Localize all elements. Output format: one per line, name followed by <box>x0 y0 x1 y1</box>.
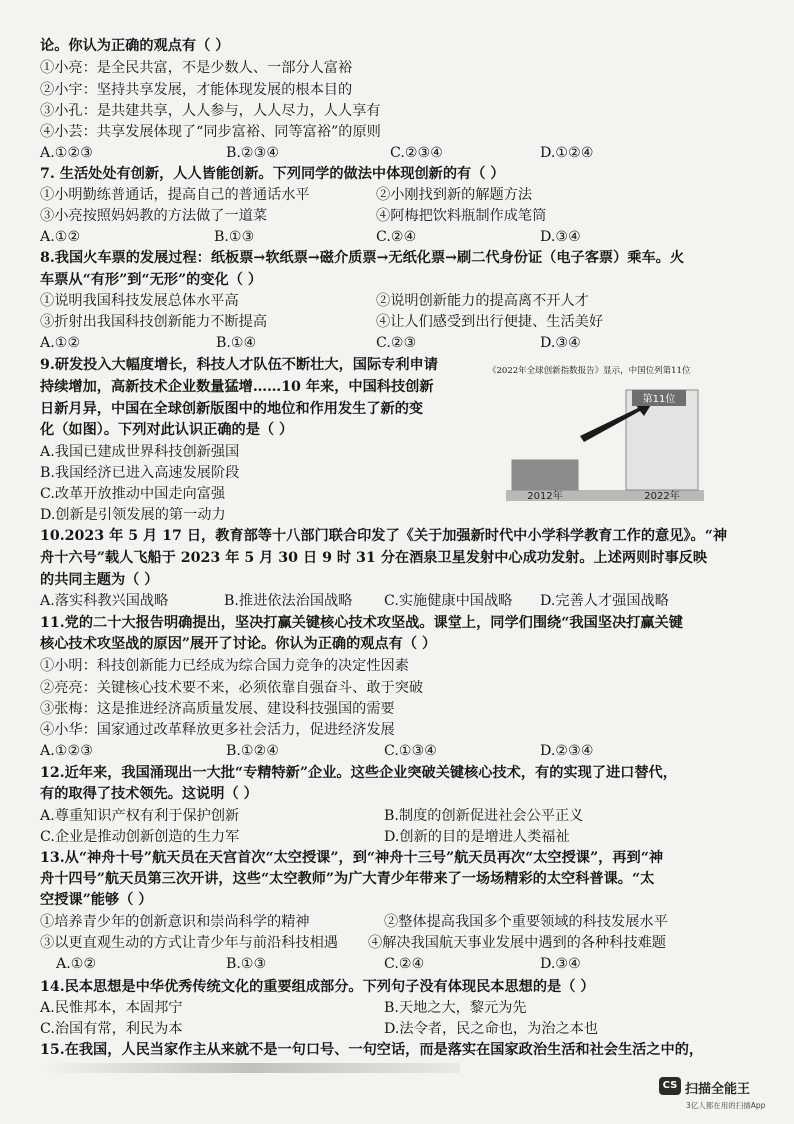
scanner-logo-icon: CS <box>659 1077 681 1095</box>
text-line: A.我国已建成世界科技创新强国 <box>40 444 240 460</box>
chart-category-label: 2012年 <box>527 491 563 502</box>
option-item: ①培养青少年的创新意识和崇尚科学的精神 <box>40 914 310 930</box>
text-line: ①小亮：是全民共富，不是少数人、一部分人富裕 <box>40 60 353 76</box>
text-line: 14.民本思想是中华优秀传统文化的重要组成部分。下列句子没有体现民本思想的是（ ） <box>40 979 595 995</box>
option-item: C.①③④ <box>384 743 438 759</box>
option-item: C.②③④ <box>390 145 444 161</box>
text-line: B.我国经济已进入高速发展阶段 <box>40 465 240 481</box>
text-line: 核心技术攻坚战的原因”展开了讨论。你认为正确的观点有（ ） <box>40 636 437 652</box>
text-line: 10.2023 年 5 月 17 日，教育部等十八部门联合印发了《关于加强新时代中小学科学教育工作的意见》。“神 <box>40 528 728 544</box>
text-line: 日新月异，中国在全球创新版图中的地位和作用发生了新的变 <box>40 401 424 417</box>
option-item: D.②③④ <box>540 743 594 759</box>
option-item: A.①② <box>40 229 81 245</box>
option-item: C.②④ <box>376 229 417 245</box>
text-line: 车票从“有形”到“无形”的变化（ ） <box>40 272 263 288</box>
text-line: 化（如图）。下列对此认识正确的是（ ） <box>40 422 294 438</box>
chart-svg <box>488 364 716 504</box>
option-item: C.实施健康中国战略 <box>384 593 513 609</box>
option-item: D.①②④ <box>540 145 594 161</box>
text-line: 舟十六号”载人飞船于 2023 年 5 月 30 日 9 时 31 分在酒泉卫星发射中心成功发射。上述两则时事反映 <box>40 550 708 566</box>
option-item: C.②④ <box>384 956 425 972</box>
option-item: A.民惟邦本，本固邦宁 <box>40 1000 183 1016</box>
option-item: B.②③④ <box>226 145 280 161</box>
option-item: A.①②③ <box>40 743 93 759</box>
option-item: D.法令者，民之命也，为治之本也 <box>384 1021 599 1037</box>
option-item: ②整体提高我国多个重要领域的科技发展水平 <box>384 914 668 930</box>
option-item: B.天地之大，黎元为先 <box>384 1000 527 1016</box>
option-item: ①说明我国科技发展总体水平高 <box>40 293 239 309</box>
option-item: A.落实科教兴国战略 <box>40 593 169 609</box>
option-item: B.制度的创新促进社会公平正义 <box>384 808 584 824</box>
text-line: 13.从“神舟十号”航天员在天宫首次“太空授课”，到“神舟十三号”航天员再次“太空授课”，再到“神 <box>40 850 664 866</box>
text-line: D.创新是引领发展的第一动力 <box>40 507 226 523</box>
text-line: 有的取得了技术领先。这说明（ ） <box>40 786 258 802</box>
option-item: C.②③ <box>376 335 417 351</box>
text-line: 论。你认为正确的观点有（ ） <box>40 38 230 54</box>
option-item: ②小刚找到新的解题方法 <box>376 187 533 203</box>
text-line: 的共同主题为（ ） <box>40 572 159 588</box>
text-line: 15.在我国，人民当家作主从来就不是一句口号、一句空话，而是落实在国家政治生活和社会生活之中的， <box>40 1042 704 1058</box>
option-item: D.完善人才强国战略 <box>540 593 669 609</box>
option-item: ④让人们感受到出行便捷、生活美好 <box>376 314 604 330</box>
text-line: ③小孔：是共建共享，人人参与，人人尽力，人人享有 <box>40 103 381 119</box>
option-item: ③折射出我国科技创新能力不断提高 <box>40 314 268 330</box>
text-line: 8.我国火车票的发展过程：纸板票→软纸票→磁介质票→无纸化票→刷二代身份证（电子客票）乘车。火 <box>40 250 685 266</box>
option-item: D.创新的目的是增进人类福祉 <box>384 829 570 845</box>
option-item: ④解决我国航天事业发展中遇到的各种科技难题 <box>368 935 666 951</box>
option-item: A.①② <box>56 956 97 972</box>
text-line: 空授课”能够（ ） <box>40 892 153 908</box>
option-item: D.③④ <box>540 956 581 972</box>
text-line: C.改革开放推动中国走向富强 <box>40 486 226 502</box>
option-item: ①小明勤练普通话，提高自己的普通话水平 <box>40 187 310 203</box>
option-item: B.①④ <box>216 335 257 351</box>
option-item: C.治国有常，利民为本 <box>40 1021 183 1037</box>
text-line: 持续增加，高新技术企业数量猛增……10 年来，中国科技创新 <box>40 379 434 395</box>
option-item: D.③④ <box>540 335 581 351</box>
option-item: D.③④ <box>540 229 581 245</box>
innovation-index-chart <box>488 364 716 504</box>
text-line: ①小明：科技创新能力已经成为综合国力竞争的决定性因素 <box>40 658 409 674</box>
option-item: B.①③ <box>214 229 255 245</box>
text-line: ②亮亮：关键核心技术要不来，必须依靠自强奋斗、敢于突破 <box>40 680 424 696</box>
chart-category-label: 2022年 <box>644 491 680 502</box>
scan-smudge <box>40 1063 460 1073</box>
text-line: ④小华：国家通过改革释放更多社会活力，促进经济发展 <box>40 722 395 738</box>
text-line: 12.近年来，我国涌现出一大批“专精特新”企业。这些企业突破关键核心技术，有的实现了进口替代， <box>40 765 677 781</box>
option-item: B.①②④ <box>226 743 280 759</box>
option-item: ④阿梅把饮料瓶制作成笔筒 <box>376 208 547 224</box>
option-item: B.推进依法治国战略 <box>224 593 353 609</box>
text-line: ④小芸：共享发展体现了“同步富裕、同等富裕”的原则 <box>40 124 381 140</box>
text-line: ③张梅：这是推进经济高质量发展、建设科技强国的需要 <box>40 701 395 717</box>
option-item: A.①② <box>40 335 81 351</box>
option-item: B.①③ <box>226 956 267 972</box>
scanner-tagline: 3亿人都在用的扫描App <box>686 1101 766 1110</box>
text-line: 11.党的二十大报告明确提出，坚决打赢关键核心技术攻坚战。课堂上，同学们围绕“我国坚决打赢关键 <box>40 615 683 631</box>
text-line: ②小宇：坚持共享发展，才能体现发展的根本目的 <box>40 82 353 98</box>
option-item: C.企业是推动创新创造的生力军 <box>40 829 240 845</box>
text-line: 舟十四号”航天员第三次开讲，这些“太空教师”为广大青少年带来了一场场精彩的太空科普课。“太 <box>40 871 655 887</box>
chart-bar <box>512 460 578 490</box>
text-line: 9.研发投入大幅度增长，科技人才队伍不断壮大，国际专利申请 <box>40 357 438 373</box>
option-item: ③小亮按照妈妈教的方法做了一道菜 <box>40 208 268 224</box>
option-item: ②说明创新能力的提高离不开人才 <box>376 293 589 309</box>
option-item: A.①②③ <box>40 145 93 161</box>
text-line: 7. 生活处处有创新，人人皆能创新。下列同学的做法中体现创新的有（ ） <box>40 166 505 182</box>
chart-title: 《2022年全球创新指数报告》显示，中国位列第11位 <box>488 366 691 376</box>
scanner-brand: 扫描全能王 <box>685 1082 751 1097</box>
option-item: A.尊重知识产权有利于保护创新 <box>40 808 240 824</box>
option-item: ③以更直观生动的方式让青少年与前沿科技相遇 <box>40 935 338 951</box>
chart-data-label: 第11位 <box>642 394 676 405</box>
